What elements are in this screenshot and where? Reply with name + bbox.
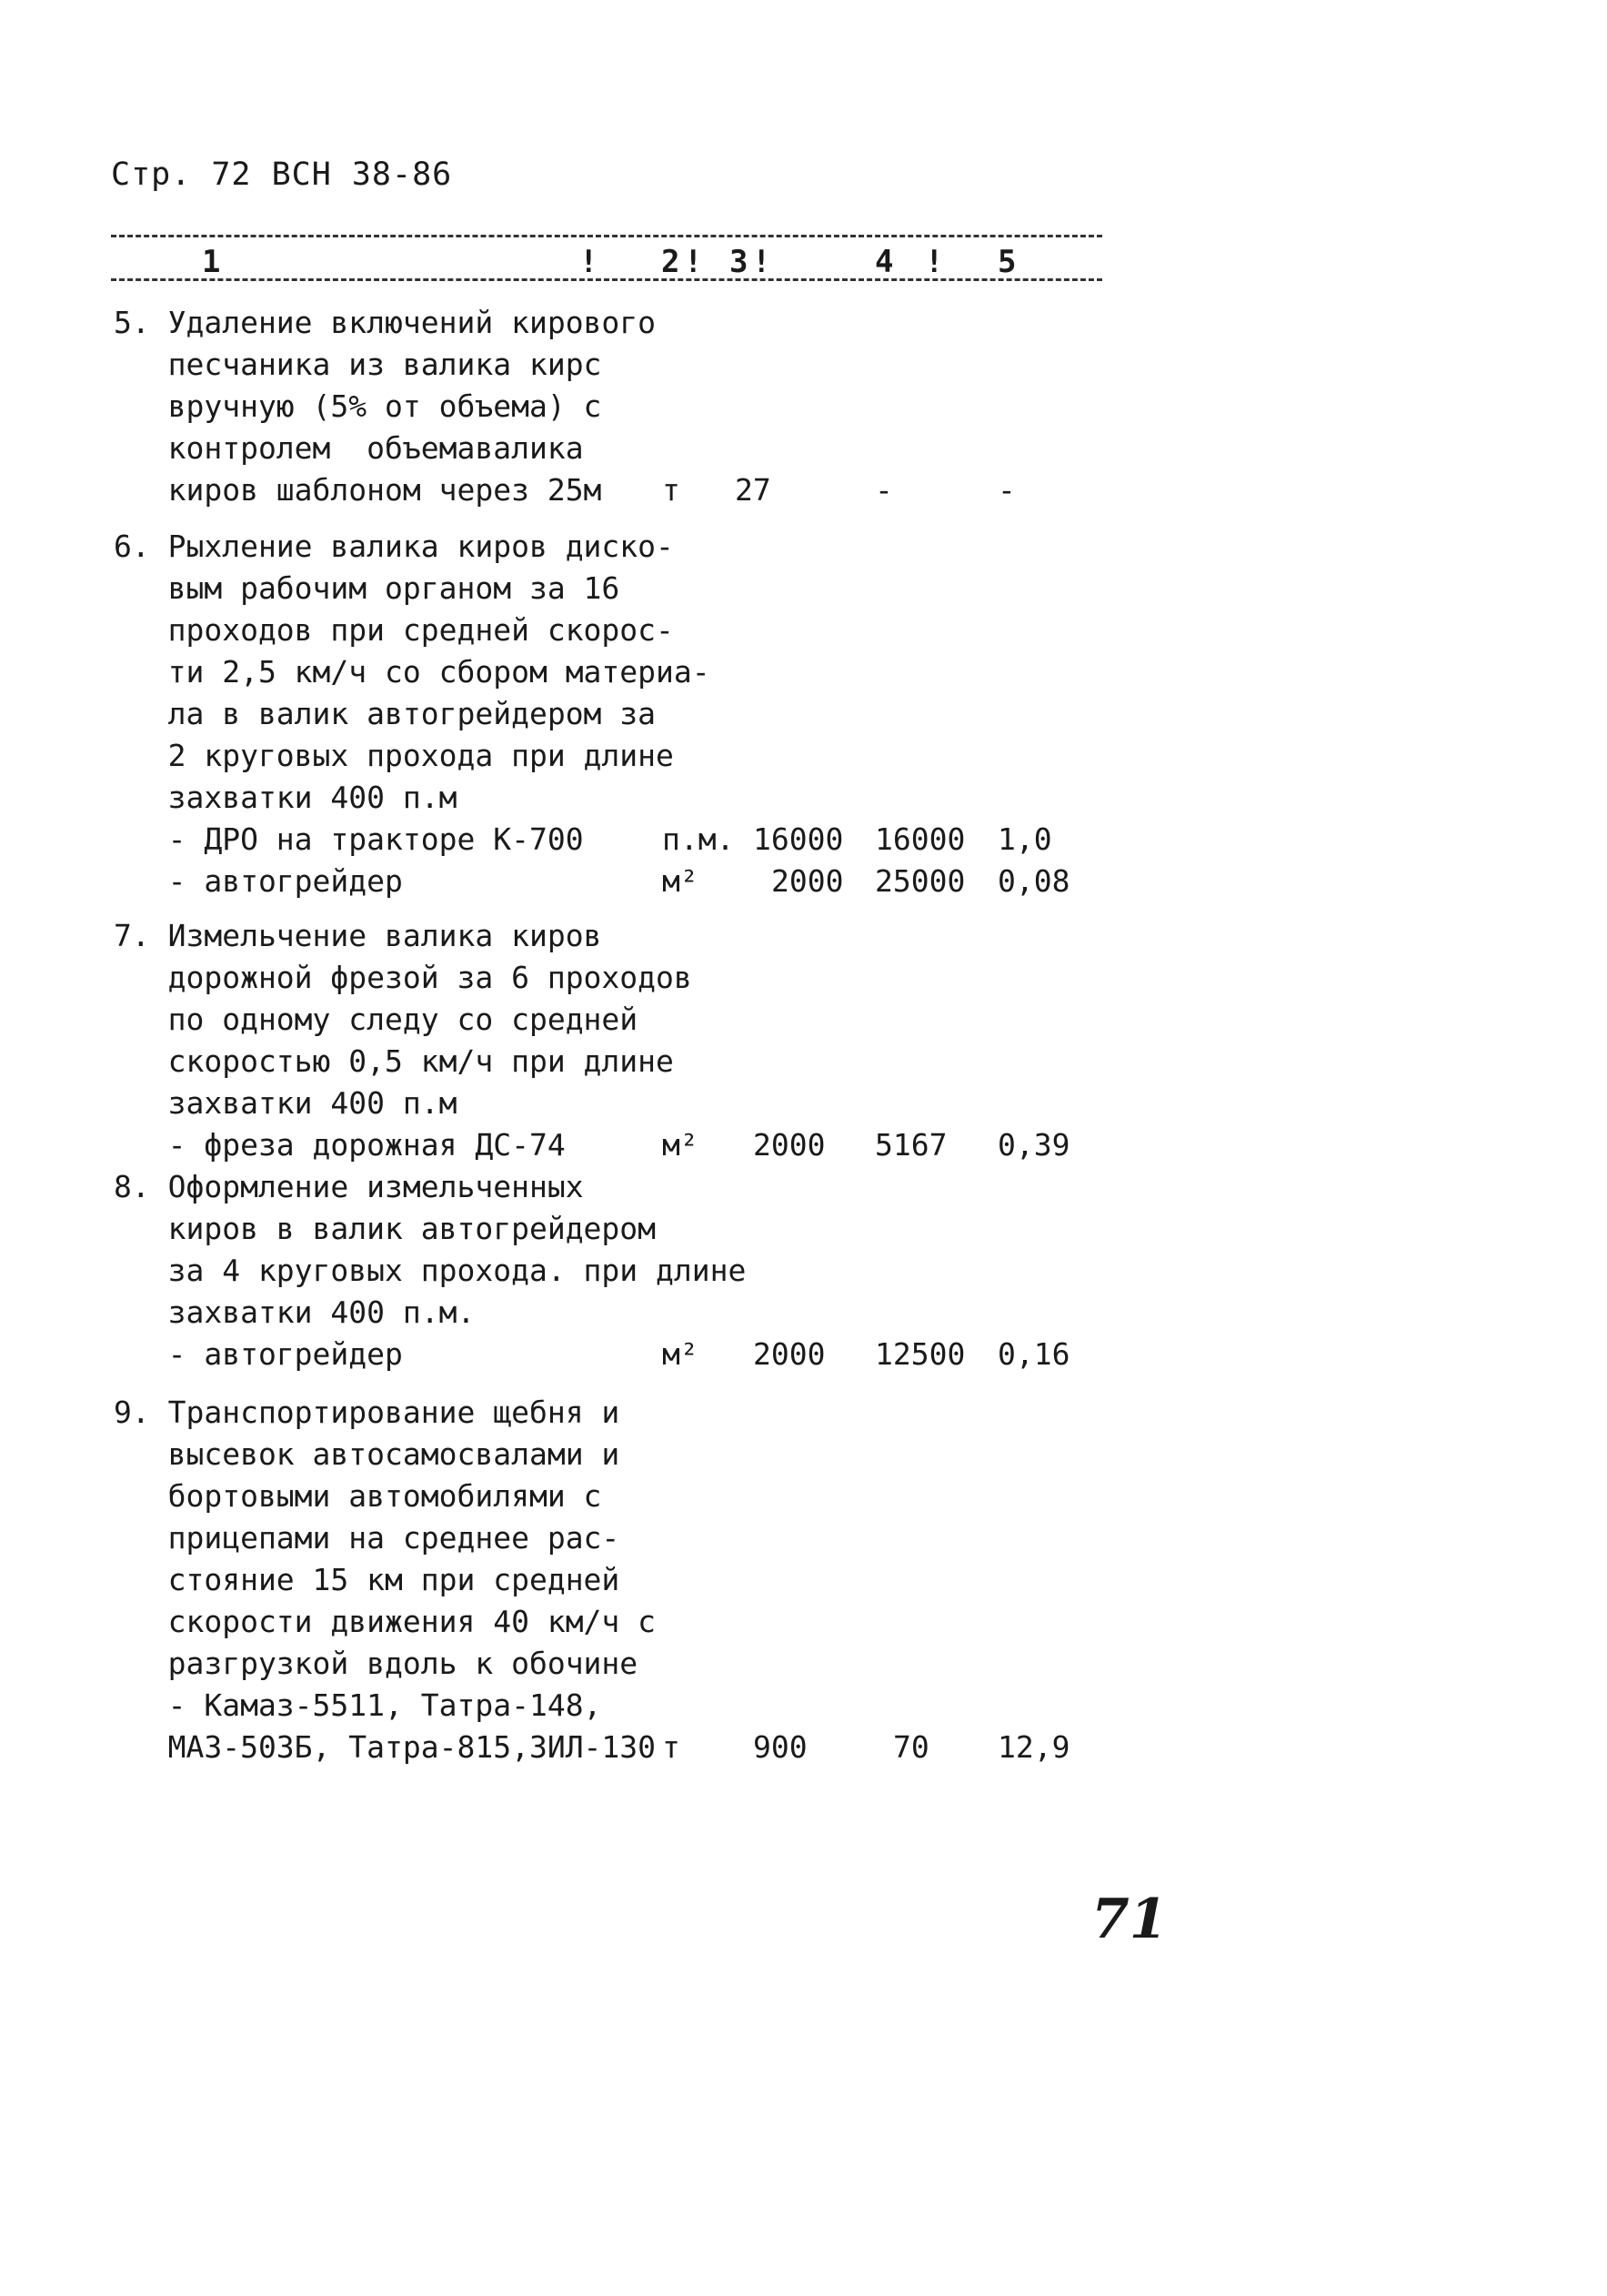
- item-8-sub-col5: 0,16: [998, 1336, 1070, 1372]
- item-6-line: захватки 400 п.м: [114, 780, 457, 815]
- col-sep: !: [684, 244, 703, 280]
- item-7-line: захватки 400 п.м: [114, 1085, 457, 1121]
- item-9-sub-col5: 12,9: [998, 1729, 1070, 1765]
- item-6-line: вым рабочим органом за 16: [114, 570, 620, 606]
- item-9-line: высевок автосамосвалами и: [114, 1436, 620, 1472]
- item-5-col5: -: [998, 472, 1016, 508]
- item-6-sub-col4: 25000: [875, 863, 966, 899]
- item-8-sub-unit: м²: [662, 1336, 698, 1372]
- item-7-sub-label: - фреза дорожная ДС-74: [114, 1127, 566, 1163]
- item-8-line: за 4 круговых прохода. при длине: [114, 1253, 747, 1288]
- item-9-line: 9. Транспортирование щебня и: [114, 1395, 620, 1430]
- item-7-line: дорожной фрезой за 6 проходов: [114, 960, 692, 995]
- col-header-1: 1: [202, 244, 221, 280]
- item-9-sub-label: МАЗ-503Б, Татра-815,ЗИЛ-130: [114, 1729, 657, 1765]
- item-7-sub-col5: 0,39: [998, 1127, 1070, 1163]
- item-8-sub-label: - автогрейдер: [114, 1336, 403, 1372]
- item-6-line: проходов при средней скорос-: [114, 612, 674, 648]
- item-9-line: стояние 15 км при средней: [114, 1562, 620, 1597]
- item-6-line: 6. Рыхление валика киров диско-: [114, 529, 674, 564]
- item-6-sub-col5: 1,0: [998, 821, 1052, 857]
- col-header-4: 4: [875, 244, 894, 280]
- item-6-sub-unit: п.м.: [662, 821, 735, 857]
- col-sep: !: [579, 244, 598, 280]
- item-7-line: 7. Измельчение валика киров: [114, 918, 602, 953]
- item-8-sub-col4: 12500: [875, 1336, 966, 1372]
- item-6-sub-col3: 2000: [771, 863, 844, 899]
- handwritten-page-number: 71: [1091, 1888, 1168, 1951]
- item-5-unit: т: [662, 472, 680, 508]
- item-5-line: песчаника из валика кирс: [114, 347, 602, 382]
- item-5-line: контролем объемавалика: [114, 430, 584, 466]
- item-9-line: прицепами на среднее рас-: [114, 1520, 620, 1556]
- col-header-2: 2: [661, 244, 680, 280]
- table-top-rule: [111, 235, 1102, 237]
- item-9-line: разгрузкой вдоль к обочине: [114, 1646, 638, 1681]
- item-5-line: киров шаблоном через 25м: [114, 472, 602, 508]
- item-6-sub-col5: 0,08: [998, 863, 1070, 899]
- item-9-sub-unit: т: [662, 1729, 680, 1765]
- item-8-sub-col3: 2000: [753, 1336, 826, 1372]
- col-sep: !: [752, 244, 771, 280]
- item-7-sub-col3: 2000: [753, 1127, 826, 1163]
- item-9-sub-col4: 70: [893, 1729, 929, 1765]
- item-9-sub-col3: 900: [753, 1729, 808, 1765]
- item-9-line: скорости движения 40 км/ч с: [114, 1604, 657, 1639]
- item-6-line: ла в валик автогрейдером за: [114, 696, 657, 731]
- item-6-sub-unit: м²: [662, 863, 698, 899]
- item-8-line: киров в валик автогрейдером: [114, 1211, 657, 1246]
- item-6-sub-label: - автогрейдер: [114, 863, 403, 899]
- col-header-5: 5: [998, 244, 1017, 280]
- item-8-line: захватки 400 п.м.: [114, 1294, 476, 1330]
- item-6-line: ти 2,5 км/ч со сбором материа-: [114, 654, 710, 690]
- item-9-line: бортовыми автомобилями с: [114, 1478, 602, 1514]
- item-5-col4: -: [875, 472, 893, 508]
- col-sep: !: [925, 244, 944, 280]
- item-7-line: скоростью 0,5 км/ч при длине: [114, 1043, 674, 1079]
- item-5-col3: 27: [735, 472, 771, 508]
- item-9-line: - Камаз-5511, Татра-148,: [114, 1687, 602, 1723]
- col-header-3: 3: [729, 244, 748, 280]
- item-6-sub-col3: 16000: [753, 821, 844, 857]
- item-5-line: 5. Удаление включений кирового: [114, 305, 657, 340]
- item-8-line: 8. Оформление измельченных: [114, 1169, 584, 1204]
- item-6-line: 2 круговых прохода при длине: [114, 738, 674, 773]
- item-7-sub-col4: 5167: [875, 1127, 948, 1163]
- item-5-line: вручную (5% от объема) с: [114, 388, 602, 424]
- item-6-sub-label: - ДРО на тракторе К-700: [114, 821, 584, 857]
- page-header: Стр. 72 ВСН 38-86: [111, 156, 453, 193]
- item-6-sub-col4: 16000: [875, 821, 966, 857]
- item-7-sub-unit: м²: [662, 1127, 698, 1163]
- item-7-line: по одному следу со средней: [114, 1002, 638, 1037]
- table-header-rule: [111, 278, 1102, 281]
